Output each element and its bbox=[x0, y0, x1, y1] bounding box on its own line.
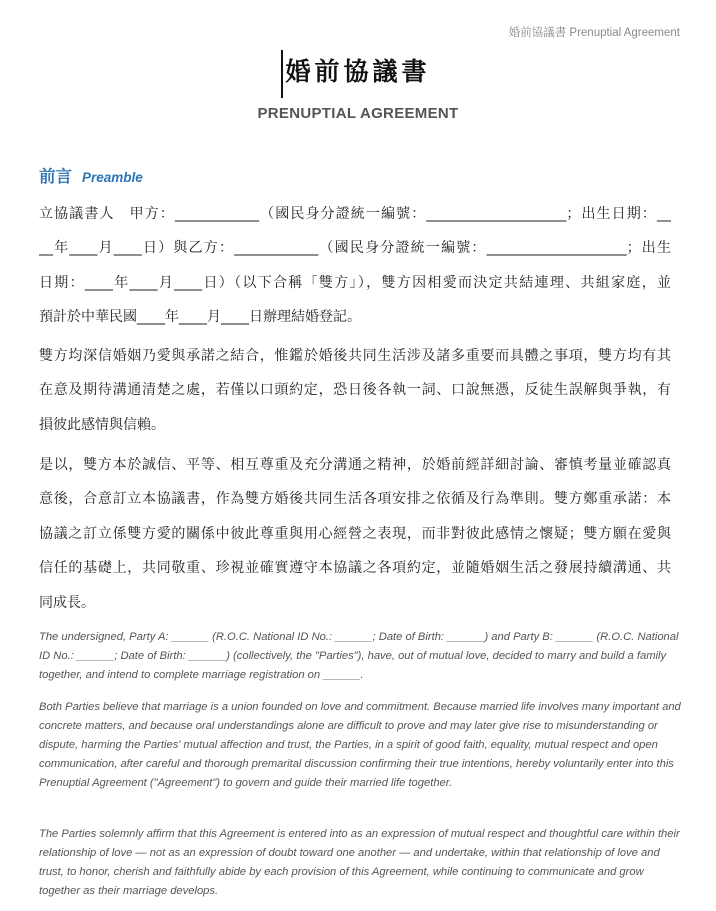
zh-line: 同成長。 bbox=[39, 594, 95, 611]
en-paragraph-parties: The undersigned, Party A: ______ (R.O.C. National ID No.: ______; Date of Birth: ______) and Party B: ______ (R.O.C. National ID No.: ______; Date of Birth: ______) (collectively, the "Parties"), have, out of mutual love, decided to marry and build a family together, and intend to complete marriage registration on ______. bbox=[39, 631, 679, 682]
zh-line: 損彼此感情與信賴。 bbox=[39, 416, 165, 433]
section-heading-en: Preamble bbox=[82, 170, 143, 185]
section-heading-zh: 前言 bbox=[39, 167, 72, 186]
zh-line: __年____月____日）與乙方：____________（國民身分證統一編號：____________________；出生 bbox=[39, 240, 671, 257]
zh-line: 意後，合意訂立本協議書，作為雙方婚後共同生活各項安排之依循及行為準則。雙方鄭重承諾：本 bbox=[39, 491, 671, 508]
section-heading-preamble bbox=[39, 163, 143, 187]
zh-paragraph-belief bbox=[39, 339, 671, 442]
document-title-zh: 婚前協議書 bbox=[285, 57, 431, 86]
zh-line: 立協議書人 甲方：____________（國民身分證統一編號：____________________；出生日期：__ bbox=[39, 206, 671, 222]
zh-paragraph-affirmation bbox=[39, 448, 671, 620]
zh-line: 信任的基礎上，共同敬重、珍視並確實遵守本協議之各項約定，並隨婚姻生活之發展持續溝通、共 bbox=[39, 560, 671, 577]
en-paragraph-affirmation: The Parties solemnly affirm that this Agreement is entered into as an expression of mutual respect and thoughtful care within their relationship of love — not as an expression of doubt toward one another — and undertake, within that relationship of love and trust, to honor, cherish and faithfully abide by each provision of this Agreement, while continuing to communicate and grow together as their marriage develops. bbox=[39, 828, 680, 898]
running-header: 婚前協議書 Prenuptial Agreement bbox=[508, 27, 680, 39]
zh-line: 是以，雙方本於誠信、平等、相互尊重及充分溝通之精神，於婚前經詳細討論、審慎考量並確認真 bbox=[39, 457, 671, 473]
document-title-en: PRENUPTIAL AGREEMENT bbox=[257, 105, 459, 122]
zh-paragraph-parties bbox=[39, 197, 671, 335]
en-paragraph-belief: Both Parties believe that marriage is a union founded on love and commitment. Because married life involves many important and concrete matters, and because oral understandings alone are difficult to prove and may later give rise to misunderstanding or dispute, harming the Parties' mutual affection and trust, the Parties, in a spirit of good faith, equality, mutual respect and open communication, after careful and thorough premarital discussion confirming their true intentions, hereby voluntarily enter into this Prenuptial Agreement ("Agreement") to govern and guide their married life together. bbox=[39, 701, 681, 790]
zh-line: 預計於中華民國____年____月____日辦理結婚登記。 bbox=[39, 309, 361, 326]
zh-line: 在意及期待溝通清楚之處，若僅以口頭約定，恐日後各執一詞、口說無憑，反徒生誤解與爭執，有 bbox=[39, 382, 671, 399]
zh-line: 日期：____年____月____日）（以下合稱「雙方」），雙方因相愛而決定共結連理、共組家庭，並 bbox=[39, 274, 671, 291]
zh-line: 協議之訂立係雙方愛的關係中彼此尊重與用心經營之表現，而非對彼此感情之懷疑；雙方願在愛與 bbox=[39, 525, 671, 542]
zh-line: 雙方均深信婚姻乃愛與承諾之結合，惟鑑於婚後共同生活涉及諸多重要而具體之事項，雙方均有其 bbox=[39, 348, 671, 364]
